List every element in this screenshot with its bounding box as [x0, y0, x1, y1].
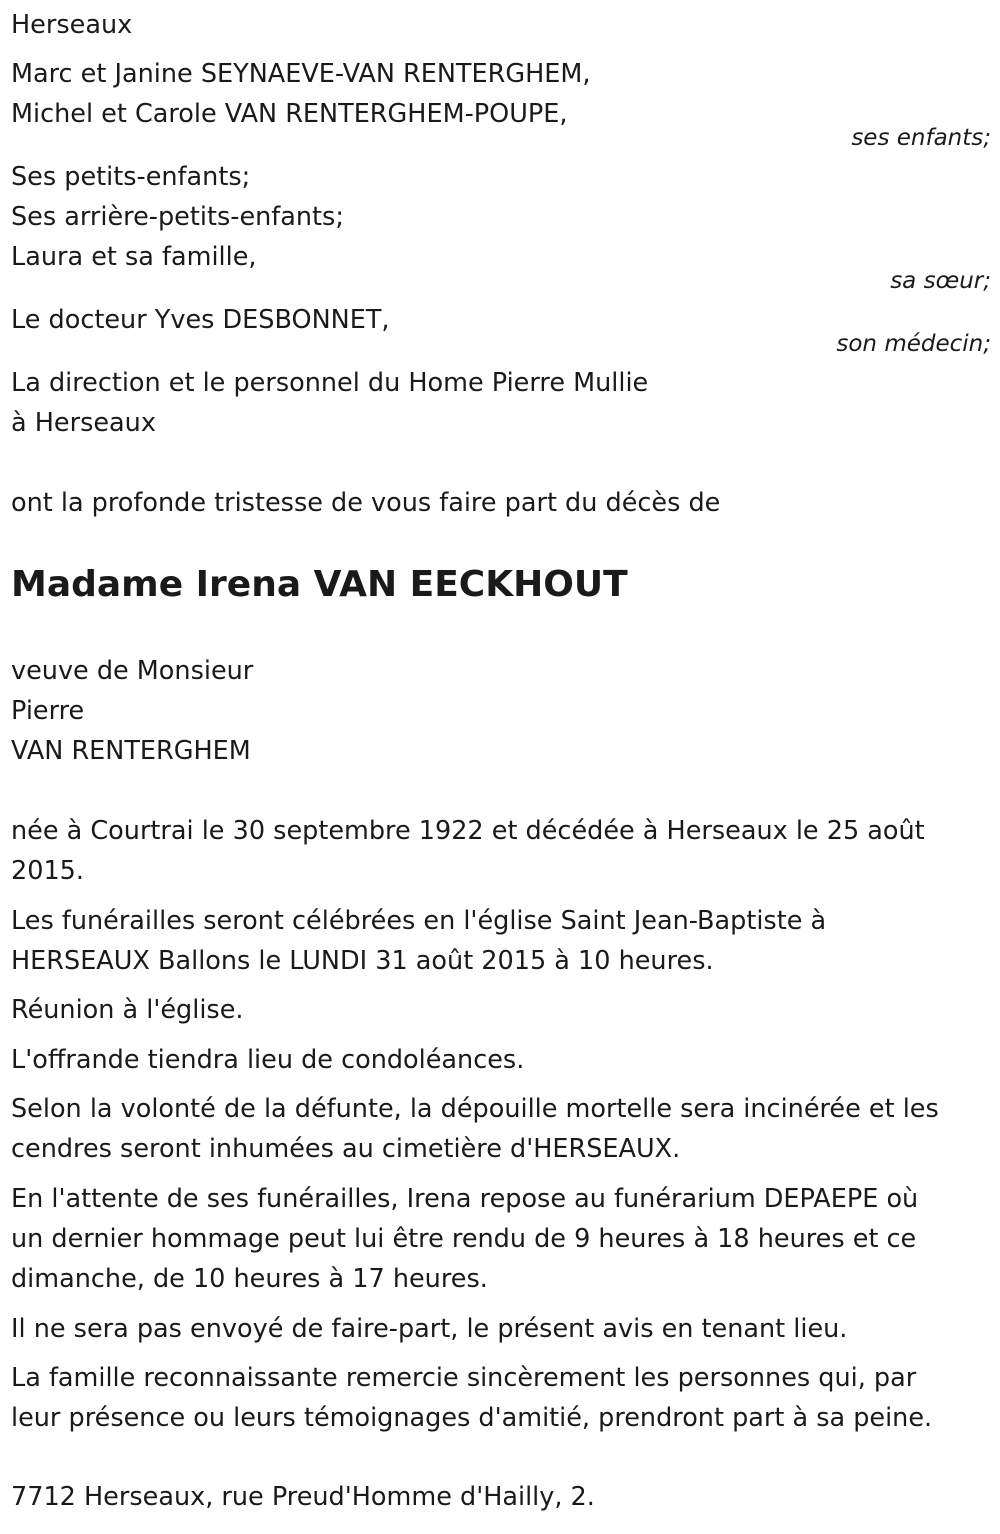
thanks-line-1: La famille reconnaissante remercie sincèrement les personnes qui, par — [11, 1363, 917, 1393]
address-line: 7712 Herseaux, rue Preud'Homme d'Hailly, 2. — [11, 1482, 595, 1512]
child-line-1: Marc et Janine SEYNAEVE-VAN RENTERGHEM, — [11, 59, 591, 89]
widow-line-1: veuve de Monsieur — [11, 656, 254, 686]
birth-death-line-1: née à Courtrai le 30 septembre 1922 et décédée à Herseaux le 25 août — [11, 816, 925, 846]
meeting-line: Réunion à l'église. — [11, 995, 244, 1025]
widow-line-3: VAN RENTERGHEM — [11, 736, 251, 766]
doctor-line: Le docteur Yves DESBONNET, — [11, 305, 390, 335]
header-place: Herseaux — [11, 10, 133, 40]
doctor-role: son médecin; — [836, 331, 991, 357]
birth-death-line-2: 2015. — [11, 856, 85, 886]
cremation-line-1: Selon la volonté de la défunte, la dépouille mortelle sera incinérée et les — [11, 1094, 939, 1124]
sister-role: sa sœur; — [890, 268, 991, 294]
funeral-line-1: Les funérailles seront célébrées en l'église Saint Jean-Baptiste à — [11, 906, 827, 936]
grandchildren-line: Ses petits-enfants; — [11, 162, 251, 192]
home-line-1: La direction et le personnel du Home Pierre Mullie — [11, 368, 649, 398]
widow-line-2: Pierre — [11, 696, 85, 726]
child-line-2: Michel et Carole VAN RENTERGHEM-POUPE, — [11, 99, 568, 129]
notice-line: Il ne sera pas envoyé de faire-part, le présent avis en tenant lieu. — [11, 1314, 848, 1344]
children-role: ses enfants; — [851, 125, 991, 151]
great-grandchildren-line: Ses arrière-petits-enfants; — [11, 202, 344, 232]
funeral-line-2: HERSEAUX Ballons le LUNDI 31 août 2015 à 10 heures. — [11, 946, 714, 976]
wake-line-1: En l'attente de ses funérailles, Irena repose au funérarium DEPAEPE où — [11, 1184, 919, 1214]
wake-line-3: dimanche, de 10 heures à 17 heures. — [11, 1264, 488, 1294]
offering-line: L'offrande tiendra lieu de condoléances. — [11, 1045, 525, 1075]
wake-line-2: un dernier hommage peut lui être rendu de 9 heures à 18 heures et ce — [11, 1224, 917, 1254]
deceased-name: Madame Irena VAN EECKHOUT — [11, 564, 628, 605]
sister-line: Laura et sa famille, — [11, 242, 257, 272]
cremation-line-2: cendres seront inhumées au cimetière d'HERSEAUX. — [11, 1134, 681, 1164]
thanks-line-2: leur présence ou leurs témoignages d'amitié, prendront part à sa peine. — [11, 1403, 933, 1433]
home-line-2: à Herseaux — [11, 408, 156, 438]
announcement-line: ont la profonde tristesse de vous faire part du décès de — [11, 488, 721, 518]
